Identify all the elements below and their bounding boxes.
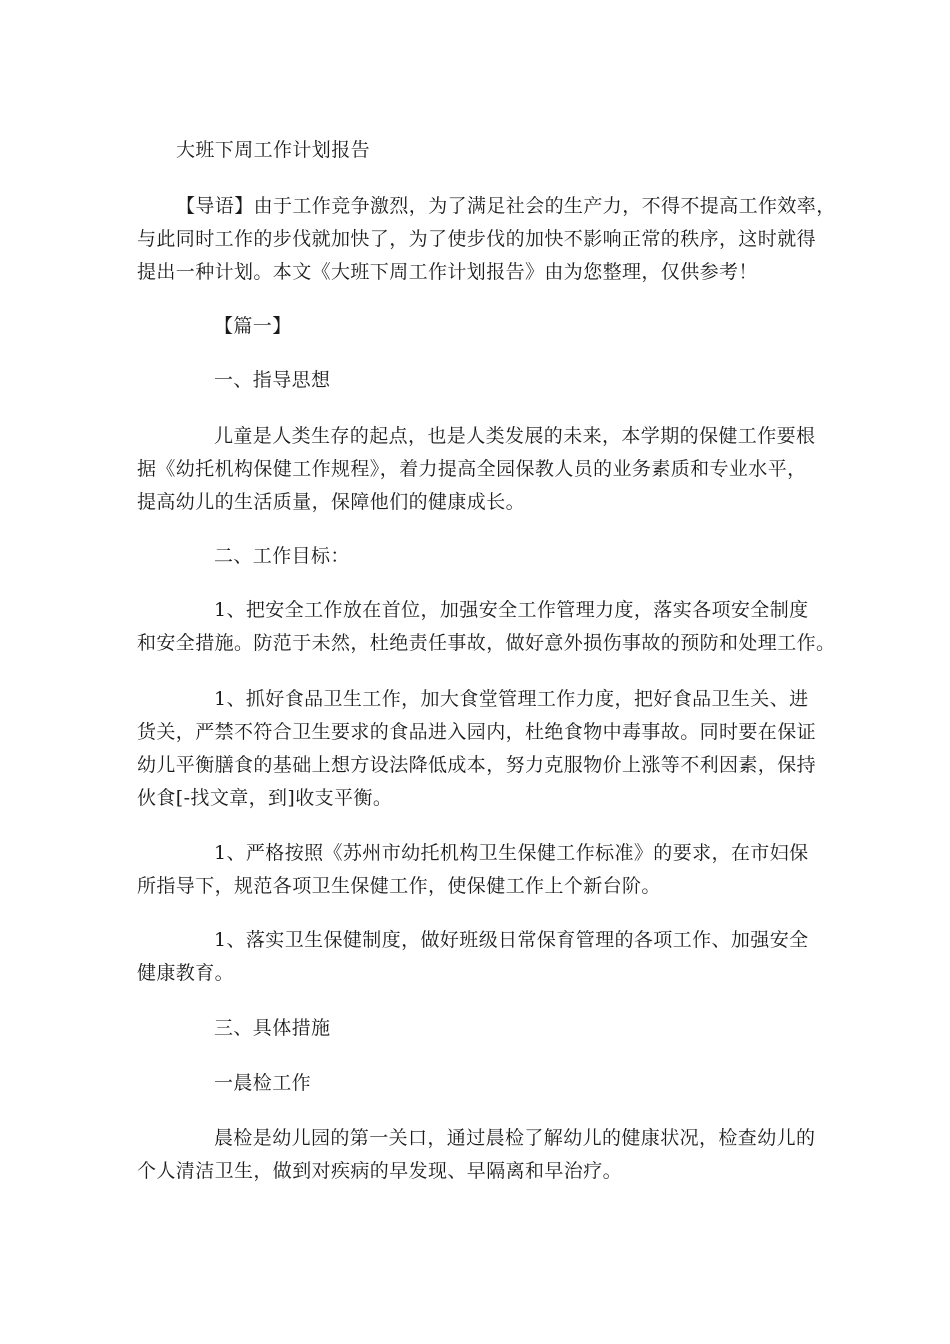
paragraph-line: 儿童是人类生存的起点，也是人类发展的未来，本学期的保健工作要根: [214, 425, 816, 447]
part-label: 【篇一】: [214, 315, 292, 337]
paragraph-line: 健康教育。: [137, 962, 235, 984]
subsection-heading: 一晨检工作: [214, 1072, 312, 1094]
paragraph-line: 晨检是幼儿园的第一关口，通过晨检了解幼儿的健康状况，检查幼儿的: [214, 1127, 816, 1149]
document-title: 大班下周工作计划报告: [176, 139, 371, 161]
paragraph-line: 和安全措施。防范于未然，杜绝责任事故，做好意外损伤事故的预防和处理工作。: [137, 632, 836, 654]
paragraph-line: 1、落实卫生保健制度，做好班级日常保育管理的各项工作、加强安全: [214, 929, 809, 951]
paragraph-line: 所指导下，规范各项卫生保健工作，使保健工作上个新台阶。: [137, 875, 661, 897]
intro-line: 提出一种计划。本文《大班下周工作计划报告》由为您整理，仅供参考！: [137, 261, 758, 283]
paragraph-line: 伙食[-找文章，到]收支平衡。: [137, 787, 393, 809]
paragraph-line: 据《幼托机构保健工作规程》，着力提高全园保教人员的业务素质和专业水平，: [137, 458, 807, 480]
intro-line: 与此同时工作的步伐就加快了，为了使步伐的加快不影响正常的秩序，这时就得: [137, 228, 817, 250]
paragraph-line: 幼儿平衡膳食的基础上想方设法降低成本，努力克服物价上涨等不利因素，保持: [137, 754, 817, 776]
paragraph-line: 1、把安全工作放在首位，加强安全工作管理力度，落实各项安全制度: [214, 599, 809, 621]
section-heading: 三、具体措施: [214, 1017, 331, 1039]
section-heading: 二、工作目标：: [214, 545, 350, 567]
paragraph-line: 提高幼儿的生活质量，保障他们的健康成长。: [137, 491, 526, 513]
paragraph-line: 1、严格按照《苏州市幼托机构卫生保健工作标准》的要求，在市妇保: [214, 842, 809, 864]
paragraph-line: 货关，严禁不符合卫生要求的食品进入园内，杜绝食物中毒事故。同时要在保证: [137, 721, 817, 743]
paragraph-line: 1、抓好食品卫生工作，加大食堂管理工作力度，把好食品卫生关、进: [214, 688, 809, 710]
section-heading: 一、指导思想: [214, 369, 331, 391]
intro-line: 【导语】由于工作竞争激烈，为了满足社会的生产力，不得不提高工作效率，: [176, 195, 836, 217]
paragraph-line: 个人清洁卫生，做到对疾病的早发现、早隔离和早治疗。: [137, 1160, 623, 1182]
